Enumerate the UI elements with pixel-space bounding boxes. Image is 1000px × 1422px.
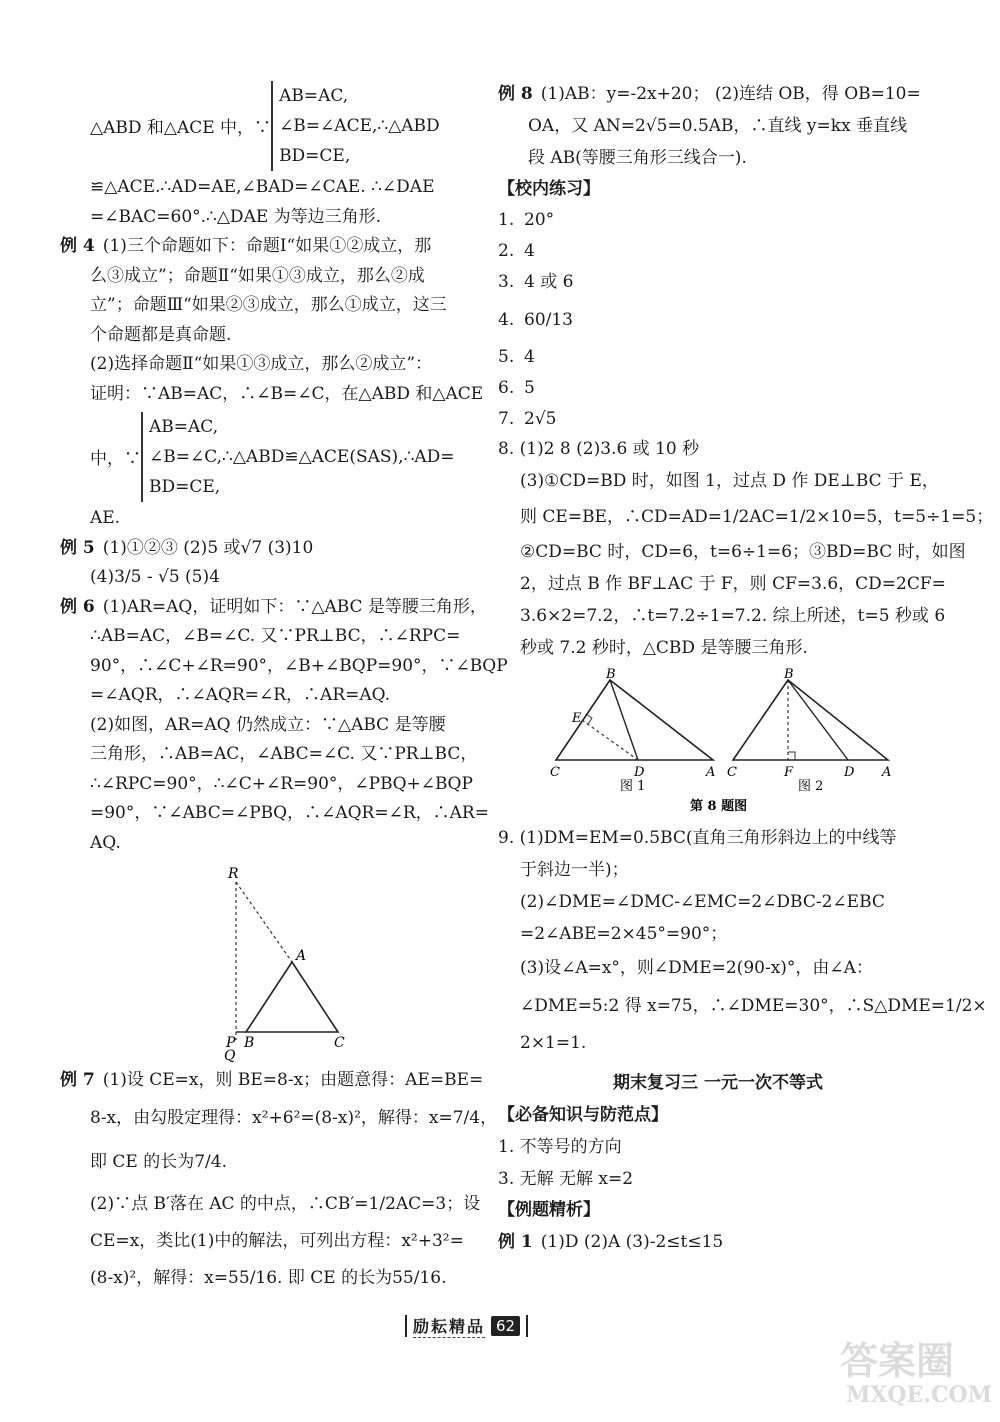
text-line: 三角形，∴AB=AC，∠ABC=∠C. 又∵PR⊥BC， xyxy=(90,744,478,764)
label-A: A xyxy=(706,764,716,780)
label-D: D xyxy=(844,764,855,780)
dashed-segment-DE xyxy=(582,720,638,760)
text-line: 段 AB(等腰三角形三线合一). xyxy=(528,148,747,168)
label-C: C xyxy=(334,1035,345,1051)
answer-number: 7. xyxy=(498,409,515,429)
answer-value: 20° xyxy=(524,210,555,230)
text-line: (1)AR=AQ，证明如下：∵△ABC 是等腰三角形， xyxy=(102,596,487,617)
answer-item xyxy=(498,298,938,342)
answer-number: 4. xyxy=(498,310,515,330)
label-B: B xyxy=(244,1035,255,1051)
text-line: =2∠ABE=2×45°=90°； xyxy=(520,923,728,944)
text-line: (2)∠DME=∠DMC-∠EMC=2∠DBC-2∠EBC xyxy=(520,891,885,912)
text-line: 90°，∴∠C+∠R=90°，∠B+∠BQP=90°，∵∠BQP xyxy=(90,655,508,676)
text-line: (2)选择命题Ⅱ“如果①③成立，那么②成立”： xyxy=(90,354,433,374)
footer-divider xyxy=(526,1315,528,1337)
left-column xyxy=(60,78,508,1298)
text-line: 个命题都是真命题. xyxy=(90,324,232,345)
label-R: R xyxy=(228,866,239,882)
text-line: 2，过点 B 作 BF⊥AC 于 F，则 CF=3.6，CD=2CF= xyxy=(520,573,946,594)
triangle-CBA xyxy=(733,680,888,760)
triangle-ABC xyxy=(246,962,338,1032)
text-line: OA，又 AN=2√5=0.5AB，∴直线 y=kx 垂直线 xyxy=(528,116,908,136)
text-line: ∴AB=AC，∠B=∠C. 又∵PR⊥BC，∴∠RPC= xyxy=(90,626,461,646)
text-line: AQ. xyxy=(90,832,121,853)
label-B: B xyxy=(784,666,794,682)
answer-value: 4 或 6 xyxy=(524,272,574,292)
answer-list xyxy=(498,205,938,435)
text-line: 9. (1)DM=EM=0.5BC(直角三角形斜边上的中线等 xyxy=(498,827,897,848)
text-line: ∴∠RPC=90°，∴∠C+∠R=90°，∠PBQ+∠BQP xyxy=(90,773,473,794)
text-line: BD=CE, xyxy=(279,145,351,166)
figure-title: 第 8 题图 xyxy=(690,798,748,814)
brand-name: 励耘精品 xyxy=(413,1314,485,1338)
text-line: (1)AB：y=-2x+20； (2)连结 OB，得 OB=10= xyxy=(540,84,921,104)
text-line: (1)①②③ (2)5 或√7 (3)10 xyxy=(102,537,314,558)
text-line: (3)①CD=BD 时，如图 1，过点 D 作 DE⊥BC 于 E， xyxy=(520,470,939,491)
watermark-url: MXQE.COM xyxy=(846,1382,993,1408)
answer-number: 2. xyxy=(498,241,515,261)
answer-item xyxy=(498,404,938,435)
text-line: 即 CE 的长为7/4. xyxy=(90,1151,227,1172)
label-A: A xyxy=(296,948,307,964)
section-header-practice: 【校内练习】 xyxy=(498,179,600,199)
text-line: (1)D (2)A (3)-2≤t≤15 xyxy=(540,1231,724,1252)
footer-divider xyxy=(405,1315,407,1337)
text-line: (4)3/5 - √5 (5)4 xyxy=(90,567,220,587)
answer-number: 3. xyxy=(498,272,515,292)
example-label: 例 5 xyxy=(60,537,95,558)
page-footer xyxy=(405,1312,528,1340)
text-line: (2)∵点 B′落在 AC 的中点，∴CB′=1/2AC=3；设 xyxy=(90,1193,481,1214)
example-label: 例 7 xyxy=(60,1070,95,1090)
text-line: (8-x)²，解得：x=55/16. 即 CE 的长为55/16. xyxy=(90,1267,447,1288)
answer-item xyxy=(498,373,938,404)
figure-caption: 图 1 xyxy=(620,778,646,794)
watermark-text: 答案圈 xyxy=(840,1338,955,1383)
answer-value: 5 xyxy=(524,378,535,398)
example-label: 例 4 xyxy=(60,236,95,256)
text-line: BD=CE, xyxy=(149,476,221,497)
text-line: =90°，∵∠ABC=∠PBQ，∴∠AQR=∠R，∴AR= xyxy=(90,803,489,823)
answer-value: 4 xyxy=(524,241,535,261)
text-line: =∠BAC=60°.∴△DAE 为等边三角形. xyxy=(90,206,382,227)
label-P: P xyxy=(226,1035,236,1051)
text-line: 秒或 7.2 秒时，△CBD 是等腰三角形. xyxy=(520,637,808,658)
label-C: C xyxy=(727,764,737,780)
text-line: 3. 无解 无解 x=2 xyxy=(498,1168,634,1189)
text-line: ≌△ACE.∴AD=AE,∠BAD=∠CAE. ∴∠DAE xyxy=(90,177,435,197)
label-C: C xyxy=(550,764,560,780)
answer-value: 4 xyxy=(524,347,535,367)
text-line: AB=AC, xyxy=(279,85,349,106)
section-header-knowledge: 【必备知识与防范点】 xyxy=(498,1104,668,1125)
text-line: 证明：∵AB=AC，∴∠B=∠C，在△ABD 和△ACE xyxy=(90,383,484,404)
answer-item xyxy=(498,267,938,298)
text-line: CE=x，类比(1)中的解法，可列出方程：x²+3²= xyxy=(90,1230,464,1251)
chapter-title: 期末复习三 一元一次不等式 xyxy=(613,1072,823,1093)
text-line: 立”；命题Ⅲ“如果②③成立，那么①成立，这三 xyxy=(90,295,447,315)
text-line: AE. xyxy=(90,508,121,528)
text-line: 中，∵ xyxy=(90,449,141,469)
text-line: 于斜边一半)； xyxy=(520,859,629,880)
label-E: E xyxy=(572,710,582,726)
text-line: (1)三个命题如下：命题Ⅰ“如果①②成立，那 xyxy=(102,236,432,256)
answer-number: 1. xyxy=(498,210,515,230)
answer-item xyxy=(498,342,938,373)
figure-1 xyxy=(550,667,715,794)
page-number: 62 xyxy=(491,1316,520,1336)
text-line: 8. (1)2 8 (2)3.6 或 10 秒 xyxy=(498,439,700,459)
right-column xyxy=(498,78,994,1258)
text-line: 则 CE=BE，∴CD=AD=1/2AC=1/2×10=5，t=5÷1=5； xyxy=(520,506,994,527)
answer-number: 5. xyxy=(498,347,515,367)
text-line: (1)设 CE=x，则 BE=8-x；由题意得：AE=BE= xyxy=(102,1070,484,1090)
example-label: 例 6 xyxy=(60,596,95,617)
figure-question-8 xyxy=(498,668,938,818)
text-line: =∠AQR，∴∠AQR=∠R，∴AR=AQ. xyxy=(90,685,391,705)
answer-value: 60/13 xyxy=(524,310,573,330)
example-label: 例 1 xyxy=(498,1231,533,1252)
text-line: 8-x，由勾股定理得：x²+6²=(8-x)²，解得：x=7/4， xyxy=(90,1107,498,1128)
answer-item xyxy=(498,236,938,267)
dashed-line-RA xyxy=(236,882,292,962)
answer-item xyxy=(498,205,938,236)
proof-brace-2 xyxy=(60,409,495,504)
label-B: B xyxy=(606,666,616,682)
figure-2 xyxy=(727,667,891,794)
answer-number: 6. xyxy=(498,378,515,398)
figure-caption: 图 2 xyxy=(798,778,824,794)
label-F: F xyxy=(784,764,794,780)
answer-value: 2√5 xyxy=(524,409,557,429)
text-line: △ABD 和△ACE 中，∵ xyxy=(90,118,272,138)
text-line: ②CD=BC 时，CD=6，t=6÷1=6；③BD=BC 时，如图 xyxy=(520,541,966,562)
segment-BD xyxy=(610,680,638,760)
proof-brace-1 xyxy=(60,78,495,173)
figure-example-6 xyxy=(60,862,495,1062)
text-line: 3.6×2=7.2，∴t=7.2÷1=7.2. 综上所述，t=5 秒或 6 xyxy=(520,605,946,626)
label-Q: Q xyxy=(224,1048,236,1064)
text-line: (2)如图，AR=AQ 仍然成立：∵△ABC 是等腰 xyxy=(90,714,446,735)
text-line: AB=AC, xyxy=(149,416,219,437)
text-line: 么③成立”；命题Ⅱ“如果①③成立，那么②成 xyxy=(90,265,425,286)
watermark xyxy=(836,1330,993,1410)
text-line: 1. 不等号的方向 xyxy=(498,1136,622,1157)
text-line: (3)设∠A=x°，则∠DME=2(90-x)°，由∠A： xyxy=(520,957,873,978)
text-line: ∠B=∠C,∴△ABD≌△ACE(SAS),∴AD= xyxy=(149,446,455,467)
label-A: A xyxy=(882,764,892,780)
right-angle-mark xyxy=(788,752,795,760)
text-line: ∠DME=5:2 得 x=75，∴∠DME=30°，∴S△DME=1/2× xyxy=(520,995,987,1016)
section-header-examples: 【例题精析】 xyxy=(498,1199,600,1220)
example-label: 例 8 xyxy=(498,84,533,104)
text-line: 2×1=1. xyxy=(520,1032,587,1053)
text-line: ∠B=∠ACE,∴△ABD xyxy=(279,115,440,136)
label-D: D xyxy=(634,764,645,780)
